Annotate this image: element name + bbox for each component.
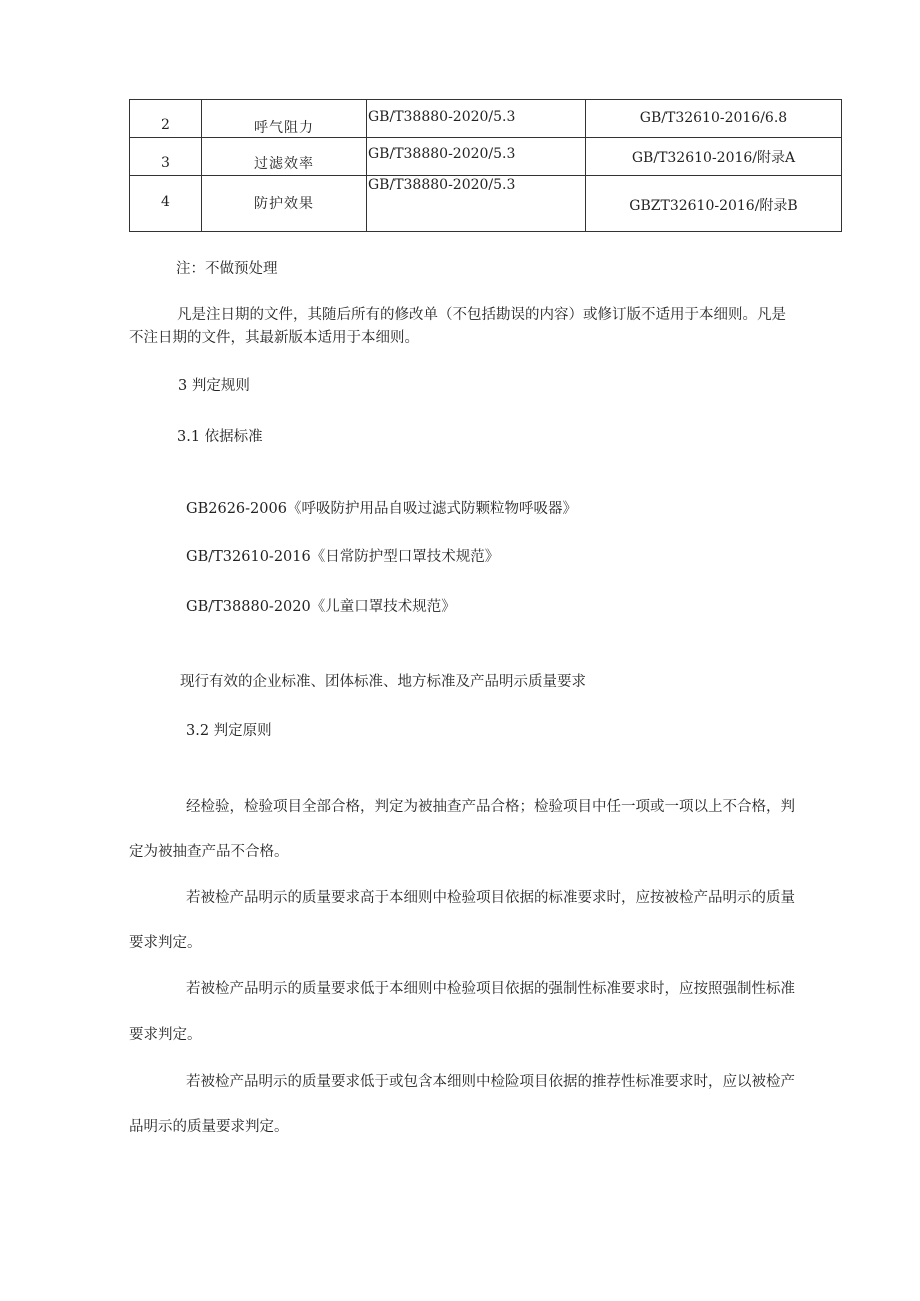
principle-line: 若被检产品明示的质量要求高于本细则中检验项目依据的标准要求时，应按被检产品明示的质量 xyxy=(186,890,795,906)
current-standards-text: 现行有效的企业标准、团体标准、地方标准及产品明示质量要求 xyxy=(180,674,586,690)
dated-references-line-2: 不注日期的文件，其最新版本适用于本细则。 xyxy=(129,330,419,346)
reference-standard-cell: GB/T38880-2020/5.3 xyxy=(367,138,586,176)
subsection-heading: 3.1 依据标准 xyxy=(177,429,263,445)
standard-reference: GB/T38880-2020《儿童口罩技术规范》 xyxy=(186,599,456,615)
reference-standard-cell: GB/T38880-2020/5.3 xyxy=(367,100,586,138)
test-item-cell: 过滤效率 xyxy=(202,138,367,176)
dated-references-line-1: 凡是注日期的文件，其随后所有的修改单（不包括勘误的内容）或修订版不适用于本细则。凡是 xyxy=(177,307,786,323)
principle-line: 要求判定。 xyxy=(129,935,202,951)
principle-line: 品明示的质量要求判定。 xyxy=(129,1119,289,1135)
standard-reference: GB2626-2006《呼吸防护用品自吸过滤式防颗粒物呼吸器》 xyxy=(186,501,577,517)
row-number-cell: 4 xyxy=(130,176,202,232)
table-row xyxy=(130,100,842,138)
test-item-cell: 呼气阻力 xyxy=(202,100,367,138)
standard-reference: GB/T32610-2016《日常防护型口罩技术规范》 xyxy=(186,549,500,565)
reference-standard-cell: GB/T38880-2020/5.3 xyxy=(367,176,586,232)
principle-line: 要求判定。 xyxy=(129,1027,202,1043)
test-method-cell: GB/T32610-2016/附录A xyxy=(586,138,842,176)
principle-line: 经检验，检验项目全部合格，判定为被抽查产品合格；检验项目中任一项或一项以上不合格，判 xyxy=(186,799,795,815)
table-row xyxy=(130,176,842,232)
principle-line: 定为被抽查产品不合格。 xyxy=(129,844,289,860)
principle-line: 若被检产品明示的质量要求低于本细则中检验项目依据的强制性标准要求时，应按照强制性标准 xyxy=(186,981,795,997)
standards-table xyxy=(129,99,842,232)
test-method-cell: GBZT32610-2016/附录B xyxy=(586,176,842,232)
table-row xyxy=(130,138,842,176)
subsection-heading: 3.2 判定原则 xyxy=(186,723,272,739)
test-item-cell: 防护效果 xyxy=(202,176,367,232)
test-method-cell: GB/T32610-2016/6.8 xyxy=(586,100,842,138)
row-number-cell: 3 xyxy=(130,138,202,176)
principle-line: 若被检产品明示的质量要求低于或包含本细则中检险项目依据的推荐性标准要求时，应以被检产 xyxy=(186,1074,795,1090)
section-heading: 3 判定规则 xyxy=(178,378,250,394)
table-note: 注：不做预处理 xyxy=(176,261,278,277)
row-number-cell: 2 xyxy=(130,100,202,138)
